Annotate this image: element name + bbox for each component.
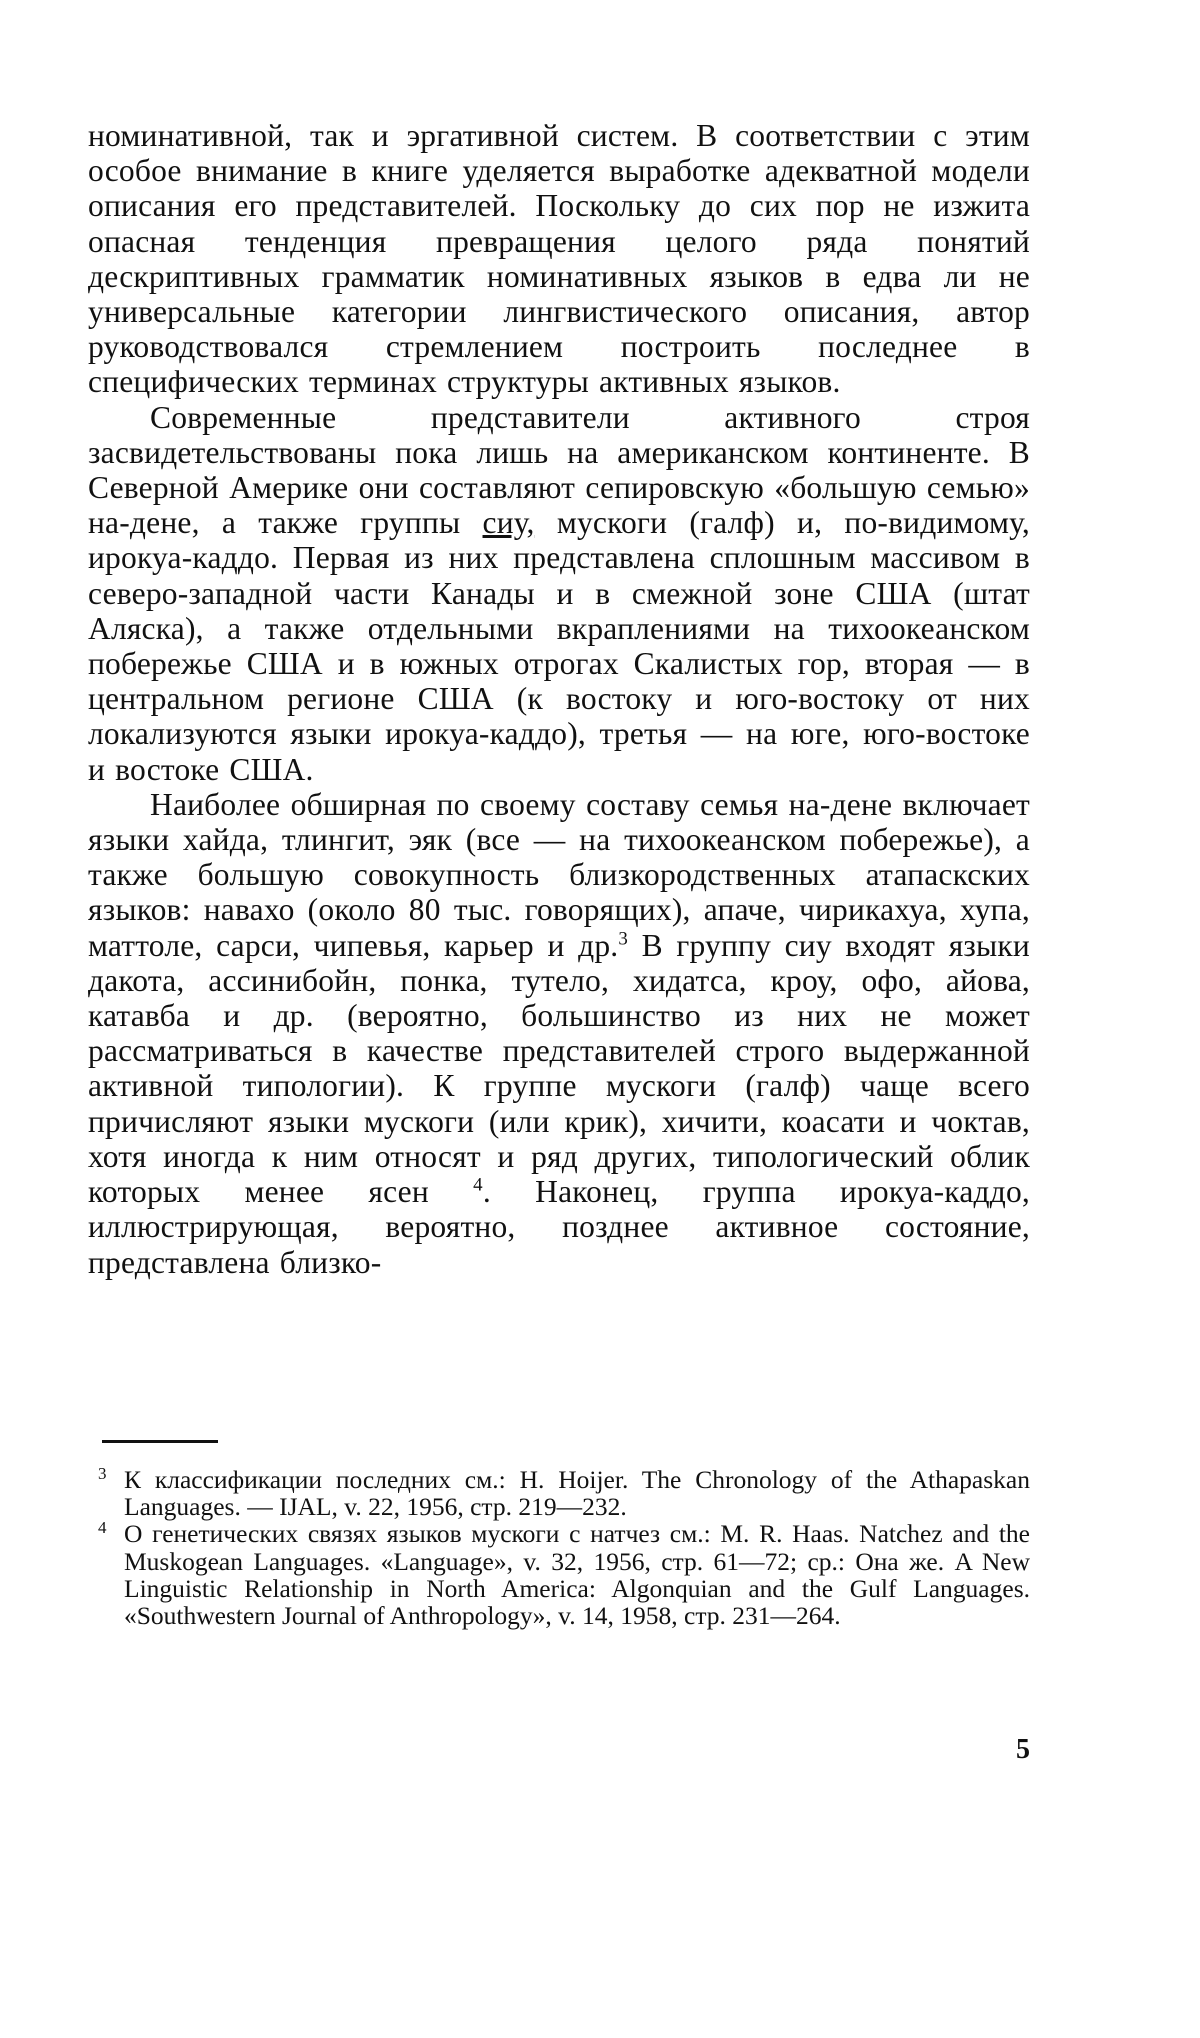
footnote-4 [88, 1520, 1030, 1629]
footnote-divider [102, 1440, 218, 1443]
page-number: 5 [1016, 1734, 1030, 1765]
main-text [88, 118, 1030, 1280]
footnotes [88, 1466, 1030, 1629]
footnote-3 [88, 1466, 1030, 1520]
footnote-ref-3: 3 [618, 928, 628, 950]
footnote-text: О генетических связях языков мускоги с натчез см.: M. R. Haas. Natchez and the Muskogean Languages. «Language», v. 32, 1956, стр. 61—72; ср.: Она же. A New Linguistic Relationship in North America: Algonquian and the Gulf Languages. «Southwestern Journal of Anthropology», v. 14, 1958, стр. 231—264. [124, 1519, 1030, 1631]
footnote-ref-4: 4 [473, 1174, 483, 1196]
paragraph-3 [88, 787, 1030, 1280]
paragraph-1 [88, 118, 1030, 400]
paragraph-2 [88, 400, 1030, 787]
paragraph-text: Современные представители активного строя засвидетельствованы пока лишь на американском континенте. В Северной Америке они составляют сепировскую «большую семью» на-дене, а также группы [88, 399, 1030, 541]
paragraph-text: . Наконец, группа ирокуа-каддо, иллюстрирующая, вероятно, позднее активное состояние, представлена близко- [88, 1174, 1030, 1280]
paragraph-text: номинативной, так и эргативной систем. В соответствии с этим особое внимание в книге уделяется выработке адекватной модели описания его представителей. Поскольку до сих пор не изжита опасная тенденция превращения целого ряда понятий дескриптивных грамматик номинативных языков в едва ли не универсальные категории лингвистического описания, автор руководствовался стремлением построить последнее в специфических терминах структуры активных языков. [88, 118, 1030, 400]
paragraph-text: мускоги (галф) и, по-видимому, ирокуа-каддо. Первая из них представлена сплошным массивом в северо-западной части Канады и в смежной зоне США (штат Аляска), а также отдельными вкраплениями на тихоокеанском побережье США и в южных отрогах Скалистых гор, вторая — в центральном регионе США (к востоку и юго-востоку от них локализуются языки ирокуа-каддо), третья — на юге, юго-востоке и востоке США. [88, 505, 1030, 787]
underlined-word: сиу, [482, 505, 535, 541]
footnote-text: К классификации последних см.: H. Hoijer. The Chronology of the Athapaskan Languages. — IJAL, v. 22, 1956, стр. 219—232. [124, 1465, 1030, 1522]
footnote-number: 3 [98, 1464, 107, 1483]
paragraph-text: Наиболее обширная по своему составу семья на-дене включает языки хайда, тлингит, эяк (все — на тихоокеанском побережье), а также большую совокупность близкородственных атапаскских языков: навахо (около 80 тыс. говорящих), апаче, чирикахуа, хупа, маттоле, сарси, чипевья, карьер и др. [88, 786, 1030, 963]
paragraph-text: В группу сиу входят языки дакота, ассинибойн, понка, тутело, хидатса, кроу, офо, айова, катавба и др. (вероятно, большинство из них не может рассматриваться в качестве представителей строго выдержанной активной типологии). К группе мускоги (галф) чаще всего причисляют языки мускоги (или крик), хичити, коасати и чоктав, хотя иногда к ним относят и ряд других, типологический облик которых менее ясен [88, 927, 1030, 1210]
footnote-number: 4 [98, 1518, 107, 1538]
